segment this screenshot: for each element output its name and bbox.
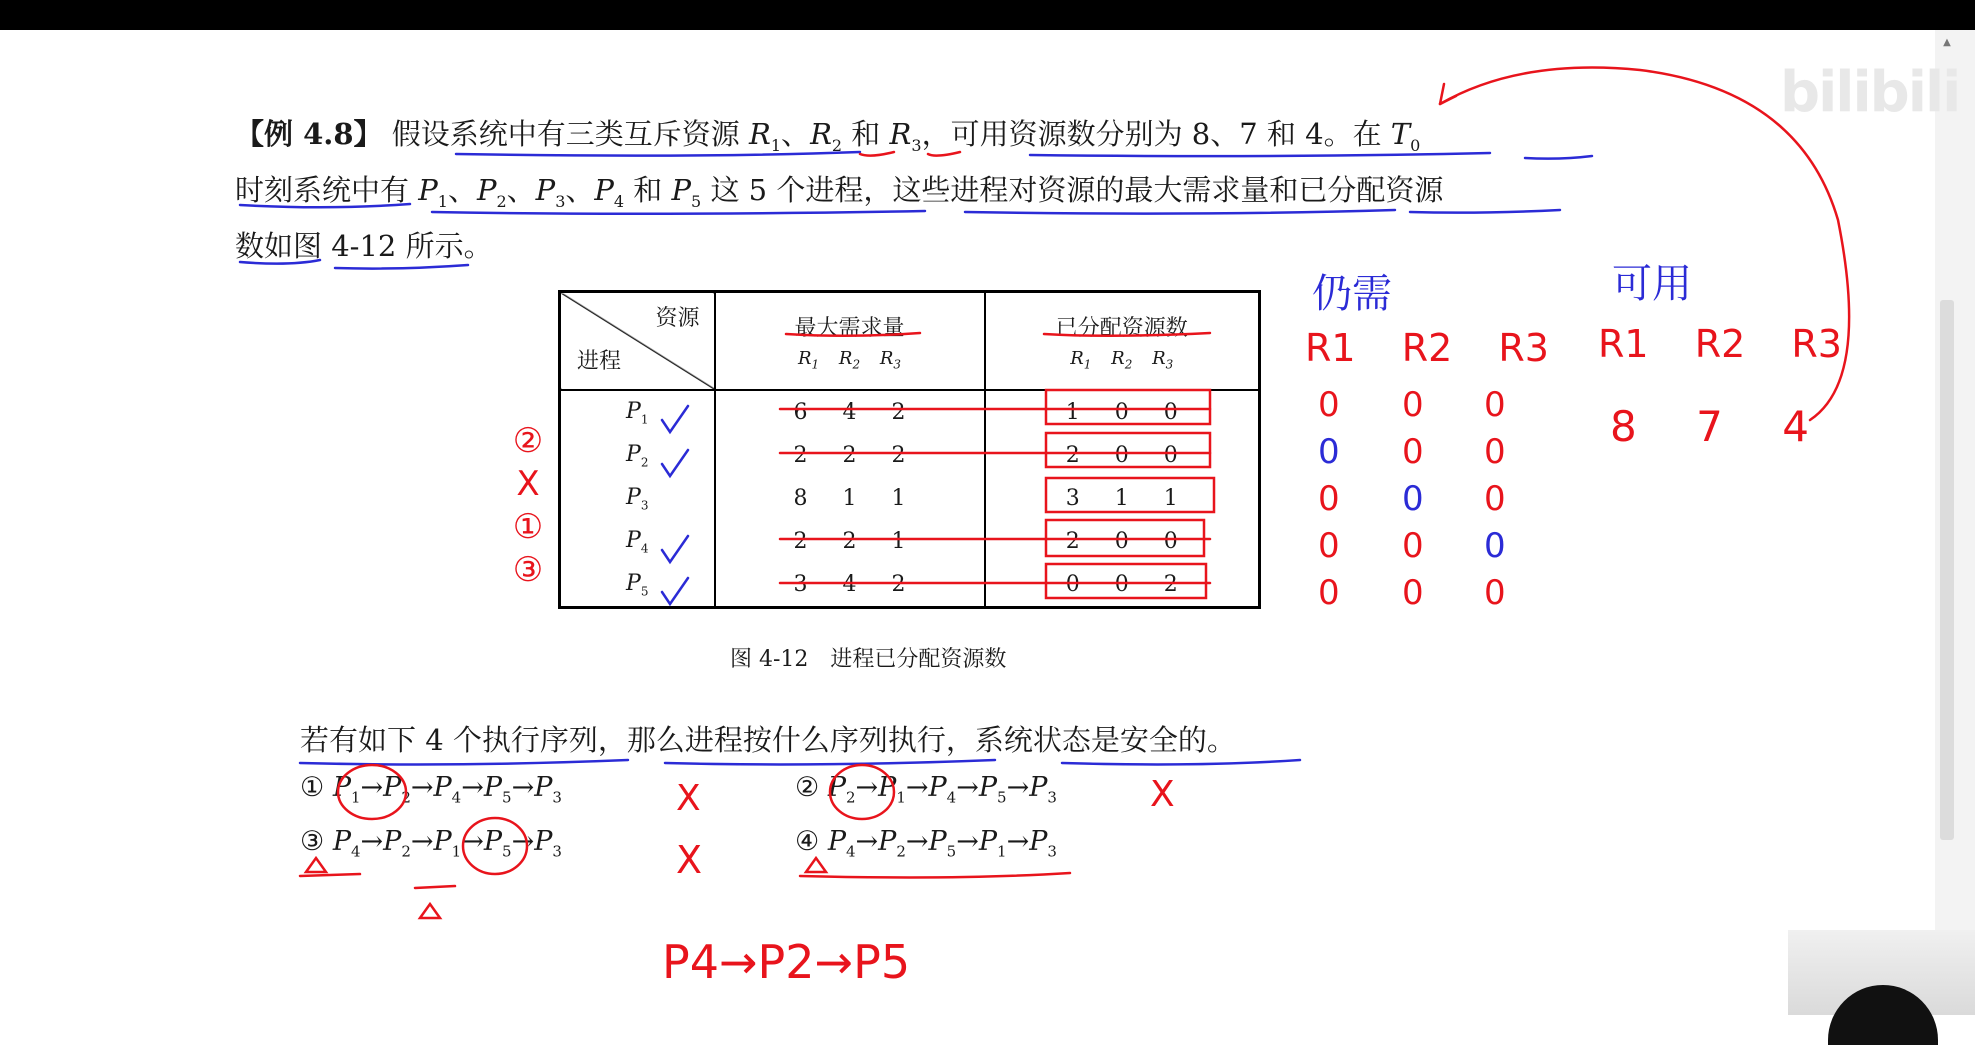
sequence-number: ③ bbox=[300, 826, 325, 857]
wrong-mark-1: X bbox=[676, 778, 701, 819]
example-text-1a: 假设系统中有三类互斥资源 bbox=[391, 117, 740, 151]
example-text-1b: ，可用资源数分别为 8、7 和 4。在 bbox=[921, 117, 1382, 151]
allocated-header: 已分配资源数 $R_1$ $R_2$ $R_3$ bbox=[985, 292, 1260, 391]
sequence-number: ② bbox=[795, 772, 820, 803]
scrollbar-thumb[interactable] bbox=[1940, 300, 1954, 840]
example-line-1: 【例 4.8】 假设系统中有三类互斥资源 $R_1$、$R_2$ 和 $R_3$，可用资源数分别为 8、7 和 4。在 $T_0$ bbox=[235, 117, 1421, 155]
example-text-2a: 时刻系统中有 bbox=[235, 173, 410, 207]
sequence-4: ④ $P_4\to P_2\to P_5\to P_1\to P_3$ bbox=[795, 826, 1057, 861]
wrong-mark-2: X bbox=[1150, 774, 1175, 815]
alloc-row-p1: 1 0 0 bbox=[985, 390, 1260, 434]
still-need-col-r2: 0 0 0 0 0 bbox=[1402, 385, 1424, 613]
max-row-p4: 2 2 1 bbox=[715, 520, 985, 563]
process-cell: $P_5$ bbox=[560, 563, 715, 608]
available-title: 可用 bbox=[1612, 261, 1692, 307]
alloc-row-p4: 2 0 0 bbox=[985, 520, 1260, 563]
corner-label-process: 进程 bbox=[577, 349, 622, 374]
top-bar bbox=[0, 0, 1975, 30]
still-need-title: 仍需 bbox=[1312, 271, 1392, 317]
alloc-row-p2: 2 0 0 bbox=[985, 434, 1260, 477]
answer-sequence: P4→P2→P5 bbox=[662, 935, 911, 989]
max-row-p5: 3 4 2 bbox=[715, 563, 985, 608]
sequence-number: ④ bbox=[795, 826, 820, 857]
process-cell: $P_4$ bbox=[560, 520, 715, 563]
process-cell: $P_3$ bbox=[560, 477, 715, 520]
example-line-3: 数如图 4-12 所示。 bbox=[235, 229, 493, 263]
process-cell: $P_1$ bbox=[560, 390, 715, 434]
sequence-2: ② $P_2\to P_1\to P_4\to P_5\to P_3$ bbox=[795, 772, 1057, 807]
still-need-col-r3: 0 0 0 0 0 bbox=[1484, 385, 1506, 613]
table-corner-cell bbox=[560, 292, 715, 391]
sequence-3: ③ $P_4\to P_2\to P_1\to P_5\to P_3$ bbox=[300, 826, 562, 861]
process-cell: $P_2$ bbox=[560, 434, 715, 477]
available-values: 8 7 4 bbox=[1610, 402, 1809, 451]
max-row-p2: 2 2 2 bbox=[715, 434, 985, 477]
sequence-number: ① bbox=[300, 772, 325, 803]
example-text-2b: 这 5 个进程，这些进程对资源的最大需求量和已分配资源 bbox=[710, 173, 1444, 207]
max-row-p1: 6 4 2 bbox=[715, 390, 985, 434]
still-need-col-r1: 0 0 0 0 0 bbox=[1318, 385, 1340, 613]
max-demand-header: 最大需求量 $R_1$ $R_2$ $R_3$ bbox=[715, 292, 985, 391]
example-line-2: 时刻系统中有 $P_1$、$P_2$、$P_3$、$P_4$ 和 $P_5$ 这 5 个进程，这些进程对资源的最大需求量和已分配资源 bbox=[235, 173, 1444, 211]
example-label: 【例 4.8】 bbox=[235, 117, 383, 151]
bilibili-watermark: bilibili bbox=[1780, 60, 1960, 125]
scroll-up-arrow-icon[interactable]: ▲ bbox=[1943, 37, 1951, 48]
still-need-headers: R1 R2 R3 bbox=[1305, 326, 1549, 370]
question-text: 若有如下 4 个执行序列，那么进程按什么序列执行，系统状态是安全的。 bbox=[300, 723, 1236, 757]
alloc-row-p3: 3 1 1 bbox=[985, 477, 1260, 520]
figure-caption: 图 4-12 进程已分配资源数 bbox=[730, 647, 1007, 672]
corner-label-resource: 资源 bbox=[655, 306, 700, 331]
sequence-1: ① $P_1\to P_2\to P_4\to P_5\to P_3$ bbox=[300, 772, 562, 807]
row-order-marks: ② X ① ③ bbox=[512, 421, 544, 590]
available-headers: R1 R2 R3 bbox=[1598, 322, 1842, 366]
allocated-title: 已分配资源数 bbox=[1055, 315, 1188, 341]
wrong-mark-3: X bbox=[676, 838, 703, 882]
max-demand-title: 最大需求量 bbox=[794, 315, 905, 341]
webcam-overlay bbox=[1788, 930, 1975, 1015]
max-row-p3: 8 1 1 bbox=[715, 477, 985, 520]
alloc-row-p5: 0 0 2 bbox=[985, 563, 1260, 608]
t0-symbol: T bbox=[1390, 117, 1411, 151]
resource-table bbox=[558, 290, 1261, 609]
